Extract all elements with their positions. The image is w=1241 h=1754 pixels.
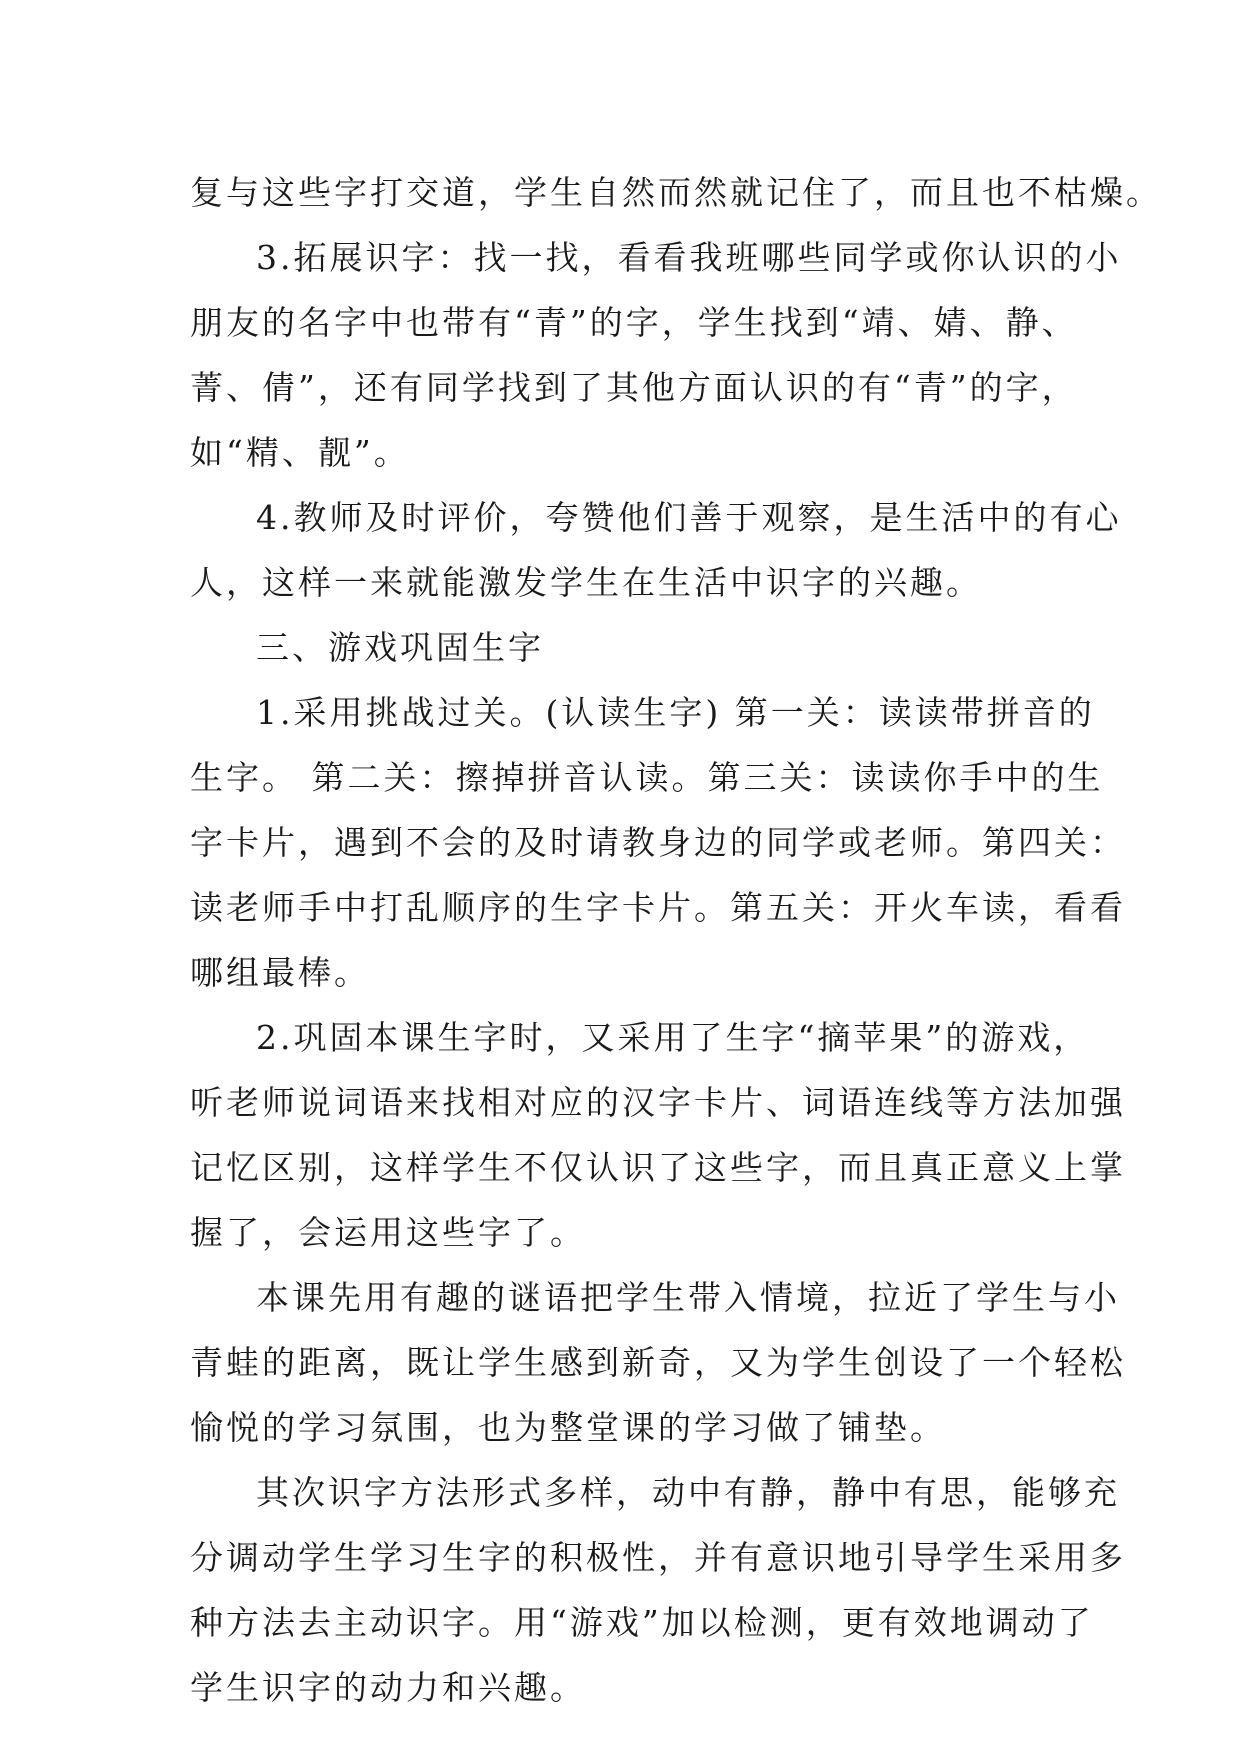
text-line: 青蛙的距离，既让学生感到新奇，又为学生创设了一个轻松 [190,1343,1126,1382]
text-line: 种方法去主动识字。用“游戏”加以检测，更有效地调动了 [190,1603,1094,1642]
text-line: 读老师手中打乱顺序的生字卡片。第五关：开火车读，看看 [190,888,1126,927]
text-line: 4.教师及时评价，夸赞他们善于观察，是生活中的有心 [256,498,1122,537]
text-line: 如“精、靓”。 [190,433,410,472]
text-line: 生字。 第二关：擦掉拼音认读。第三关：读读你手中的生 [190,758,1104,797]
text-line: 记忆区别，这样学生不仅认识了这些字，而且真正意义上掌 [190,1148,1126,1187]
text-line: 愉悦的学习氛围，也为整堂课的学习做了铺垫。 [190,1408,946,1447]
text-line: 学生识字的动力和兴趣。 [190,1668,586,1707]
text-line: 本课先用有趣的谜语把学生带入情境，拉近了学生与小 [256,1278,1120,1317]
text-line: 三、游戏巩固生字 [256,628,544,667]
text-line: 人，这样一来就能激发学生在生活中识字的兴趣。 [190,563,982,602]
text-line: 字卡片，遇到不会的及时请教身边的同学或老师。第四关： [190,823,1126,862]
text-line: 3.拓展识字：找一找，看看我班哪些同学或你认识的小 [256,238,1122,277]
text-line: 分调动学生学习生字的积极性，并有意识地引导学生采用多 [190,1538,1126,1577]
text-line: 朋友的名字中也带有“青”的字，学生找到“靖、婧、静、 [190,303,1078,342]
text-line: 1.采用挑战过关。(认读生字) 第一关：读读带拼音的 [256,693,1095,732]
document-body [190,160,1162,1720]
text-line: 其次识字方法形式多样，动中有静，静中有思，能够充 [256,1473,1120,1512]
text-line: 握了，会运用这些字了。 [190,1213,586,1252]
text-line: 菁、倩”，还有同学找到了其他方面认识的有“青”的字， [190,368,1078,407]
text-line: 2.巩固本课生字时，又采用了生字“摘苹果”的游戏， [256,1018,1090,1057]
text-line: 复与这些字打交道，学生自然而然就记住了，而且也不枯燥。 [190,173,1162,212]
text-line: 听老师说词语来找相对应的汉字卡片、词语连线等方法加强 [190,1083,1126,1122]
text-line: 哪组最棒。 [190,953,370,992]
